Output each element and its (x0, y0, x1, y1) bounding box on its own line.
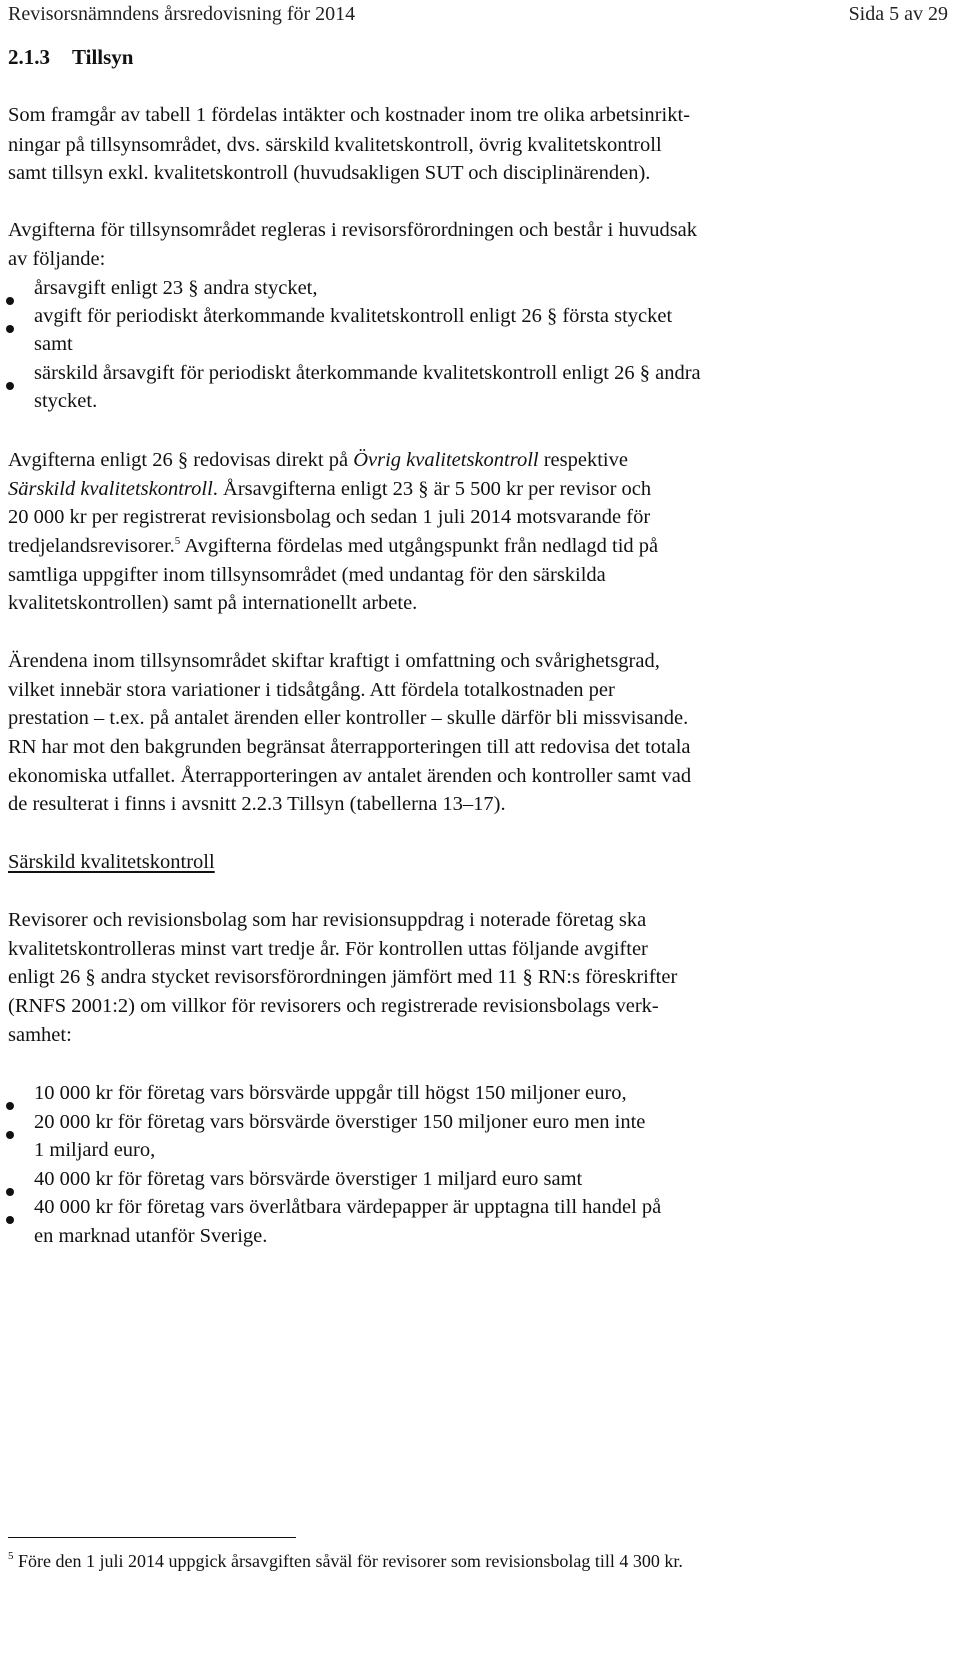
paragraph-line: vilket innebär stora variationer i tidsåtgång. Att fördela totalkostnaden per (8, 679, 615, 701)
footnote-text: Före den 1 juli 2014 uppgick årsavgiften såväl för revisorer som revisionsbolag till 4 300 kr. (13, 1551, 683, 1571)
bullet-icon (6, 1216, 14, 1224)
bullet-icon (6, 297, 14, 305)
paragraph-line (8, 445, 628, 475)
paragraph-line: samtliga uppgifter inom tillsynsområdet (med undantag för den särskilda (8, 564, 606, 586)
paragraph-line: ningar på tillsynsområdet, dvs. särskild kvalitetskontroll, övrig kvalitetskontroll (8, 134, 662, 156)
footnote-mark: 5 (8, 1550, 14, 1562)
italic-term: Särskild kvalitetskontroll (8, 478, 213, 500)
list-item-continuation: samt (34, 333, 73, 355)
paragraph-line: Revisorer och revisionsbolag som har revisionsuppdrag i noterade företag ska (8, 909, 647, 931)
text-run: Avgifterna fördelas med utgångspunkt från nedlagd tid på (180, 535, 659, 557)
subsection-heading: Särskild kvalitetskontroll (8, 851, 215, 873)
paragraph-line: samhet: (8, 1024, 72, 1046)
list-item-continuation: 1 miljard euro, (34, 1139, 156, 1161)
paragraph-line: RN har mot den bakgrunden begränsat återrapporteringen till att redovisa det totala (8, 736, 691, 758)
text-run: . Årsavgifterna enligt 23 § är 5 500 kr per revisor och (212, 478, 652, 500)
italic-term: Övrig kvalitetskontroll (353, 449, 539, 471)
paragraph-line (8, 474, 651, 504)
bullet-icon (6, 1102, 14, 1110)
paragraph-line: samt tillsyn exkl. kvalitetskontroll (huvudsakligen SUT och disciplinärenden). (8, 162, 651, 184)
paragraph-line: kvalitetskontrolleras minst vart tredje år. För kontrollen uttas följande avgifter (8, 938, 648, 960)
paragraph-line: Som framgår av tabell 1 fördelas intäkter och kostnader inom tre olika arbetsinrikt- (8, 104, 690, 126)
paragraph-line: ekonomiska utfallet. Återrapporteringen av antalet ärenden och kontroller samt vad (8, 765, 692, 787)
list-item: avgift för periodiskt återkommande kvalitetskontroll enligt 26 § första stycket (34, 305, 673, 327)
text-run: Avgifterna enligt 26 § redovisas direkt på (8, 449, 354, 471)
document-title: Revisorsnämndens årsredovisning för 2014 (8, 3, 356, 25)
bullet-icon (6, 1188, 14, 1196)
running-header (8, 0, 948, 28)
bullet-icon (6, 382, 14, 390)
bullet-icon (6, 325, 14, 333)
paragraph-line: prestation – t.ex. på antalet ärenden eller kontroller – skulle därför bli missvisande. (8, 707, 689, 729)
paragraph-line: enligt 26 § andra stycket revisorsförordningen jämfört med 11 § RN:s föreskrifter (8, 966, 678, 988)
footnote-separator (8, 1537, 296, 1538)
paragraph-line: de resulterat i finns i avsnitt 2.2.3 Tillsyn (tabellerna 13–17). (8, 793, 506, 815)
paragraph-line: (RNFS 2001:2) om villkor för revisorers och registrerade revisionsbolags verk- (8, 995, 659, 1017)
text-run: tredjelandsrevisorer. (8, 535, 175, 557)
list-item: särskild årsavgift för periodiskt återkommande kvalitetskontroll enligt 26 § andra (34, 362, 701, 384)
bullet-icon (6, 1131, 14, 1139)
footnote (8, 1546, 683, 1576)
section-heading-tillsyn (8, 42, 133, 72)
paragraph-line: 20 000 kr per registrerat revisionsbolag och sedan 1 juli 2014 motsvarande för (8, 506, 651, 528)
list-item: 40 000 kr för företag vars börsvärde överstiger 1 miljard euro samt (34, 1168, 583, 1190)
paragraph-line: Ärendena inom tillsynsområdet skiftar kraftigt i omfattning och svårighetsgrad, (8, 650, 660, 672)
list-item: 10 000 kr för företag vars börsvärde uppgår till högst 150 miljoner euro, (34, 1082, 627, 1104)
list-item-continuation: en marknad utanför Sverige. (34, 1225, 268, 1247)
text-run: respektive (538, 449, 628, 471)
list-item: 40 000 kr för företag vars överlåtbara värdepapper är upptagna till handel på (34, 1196, 662, 1218)
paragraph-line (8, 531, 658, 561)
section-number: 2.1.3 (8, 45, 50, 69)
list-item-continuation: stycket. (34, 390, 98, 412)
list-item: årsavgift enligt 23 § andra stycket, (34, 277, 318, 299)
paragraph-line: av följande: (8, 248, 106, 270)
page-number: Sida 5 av 29 (848, 3, 948, 25)
section-title: Tillsyn (72, 45, 134, 69)
paragraph-line: kvalitetskontrollen) samt på internationellt arbete. (8, 592, 418, 614)
footnote-reference[interactable]: 5 (174, 535, 181, 547)
paragraph-line: Avgifterna för tillsynsområdet regleras i revisorsförordningen och består i huvudsak (8, 219, 698, 241)
list-item: 20 000 kr för företag vars börsvärde överstiger 150 miljoner euro men inte (34, 1111, 646, 1133)
